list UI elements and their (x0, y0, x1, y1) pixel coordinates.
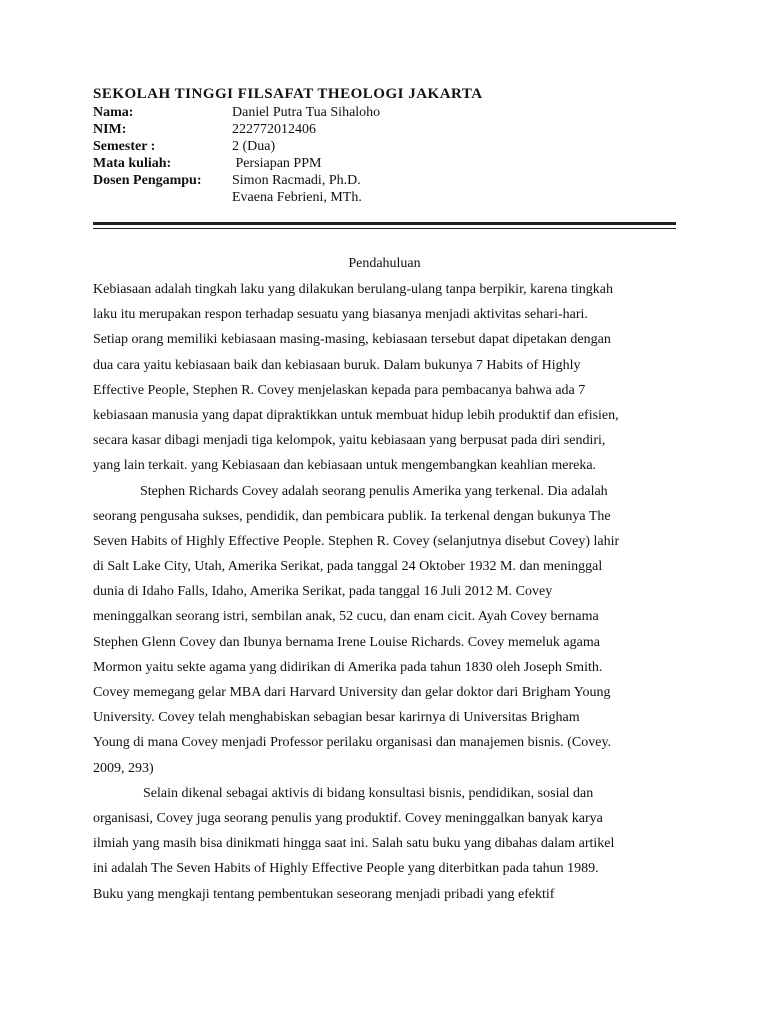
info-label: Semester : (93, 139, 156, 154)
body-line: laku itu merupakan respon terhadap sesuatu yang biasanya menjadi aktivitas sehari-hari. (93, 307, 588, 323)
body-line: dunia di Idaho Falls, Idaho, Amerika Serikat, pada tanggal 16 Juli 2012 M. Covey (93, 584, 553, 600)
info-value: 2 (Dua) (232, 139, 276, 154)
body-line: Young di mana Covey menjadi Professor perilaku organisasi dan manajemen bisnis. (Covey. (93, 735, 612, 751)
body-line: secara kasar dibagi menjadi tiga kelompok, yaitu kebiasaan yang berpusat pada diri sendiri, (93, 433, 606, 449)
school-title: SEKOLAH TINGGI FILSAFAT THEOLOGI JAKARTA (93, 86, 483, 102)
info-label: Dosen Pengampu: (93, 173, 202, 188)
body-text (93, 277, 676, 907)
info-value: Daniel Putra Tua Sihaloho (232, 105, 381, 120)
body-line: Stephen Glenn Covey dan Ibunya bernama Irene Louise Richards. Covey memeluk agama (93, 634, 600, 650)
body-line: Buku yang mengkaji tentang pembentukan seseorang menjadi pribadi yang efektif (93, 886, 555, 902)
body-line: 2009, 293) (93, 760, 154, 776)
body-line: Effective People, Stephen R. Covey menjelaskan kepada para pembacanya bahwa ada 7 (93, 382, 586, 398)
body-line: Stephen Richards Covey adalah seorang penulis Amerika yang terkenal. Dia adalah (140, 483, 608, 499)
body-line: seorang pengusaha sukses, pendidik, dan pembicara publik. Ia terkenal dengan bukunya The (93, 508, 611, 524)
info-value: Persiapan PPM (232, 156, 322, 171)
body-line: University. Covey telah menghabiskan sebagian besar karirnya di Universitas Brigham (93, 710, 580, 726)
body-line: Selain dikenal sebagai aktivis di bidang konsultasi bisnis, pendidikan, sosial dan (143, 785, 594, 801)
section-heading: Pendahuluan (348, 256, 421, 271)
header-divider-thin (93, 228, 676, 229)
body-line: kebiasaan manusia yang dapat dipraktikkan untuk membuat hidup lebih produktif dan efisien, (93, 407, 619, 423)
info-label: Nama: (93, 105, 134, 120)
header-divider-thick (93, 222, 676, 225)
body-line: Kebiasaan adalah tingkah laku yang dilakukan berulang-ulang tanpa berpikir, karena tingkah (93, 282, 613, 297)
info-label: Mata kuliah: (93, 156, 172, 171)
body-line: Covey memegang gelar MBA dari Harvard University dan gelar doktor dari Brigham Young (93, 685, 611, 700)
info-label: NIM: (93, 122, 127, 137)
body-line: Setiap orang memiliki kebiasaan masing-masing, kebiasaan tersebut dapat dipetakan dengan (93, 332, 611, 348)
body-line: ini adalah The Seven Habits of Highly Effective People yang diterbitkan pada tahun 1989. (93, 861, 599, 877)
body-line: di Salt Lake City, Utah, Amerika Serikat, pada tanggal 24 Oktober 1932 M. dan meninggal (93, 559, 603, 575)
body-line: organisasi, Covey juga seorang penulis yang produktif. Covey meninggalkan banyak karya (93, 810, 603, 826)
body-line: Seven Habits of Highly Effective People. Stephen R. Covey (selanjutnya disebut Covey) lahir (93, 533, 620, 549)
info-value: Evaena Febrieni, MTh. (232, 190, 362, 205)
info-value: 222772012406 (232, 122, 316, 137)
body-line: meninggalkan seorang istri, sembilan anak, 52 cucu, dan enam cicit. Ayah Covey bernama (93, 609, 599, 625)
body-line: dua cara yaitu kebiasaan baik dan kebiasaan buruk. Dalam bukunya 7 Habits of Highly (93, 357, 581, 373)
body-line: ilmiah yang masih bisa dinikmati hingga saat ini. Salah satu buku yang dibahas dalam artikel (93, 836, 615, 852)
body-line: Mormon yaitu sekte agama yang didirikan di Amerika pada tahun 1830 oleh Joseph Smith. (93, 659, 603, 675)
body-line: yang lain terkait. yang Kebiasaan dan kebiasaan untuk mengembangkan keahlian mereka. (93, 458, 597, 474)
info-value: Simon Racmadi, Ph.D. (232, 173, 361, 188)
